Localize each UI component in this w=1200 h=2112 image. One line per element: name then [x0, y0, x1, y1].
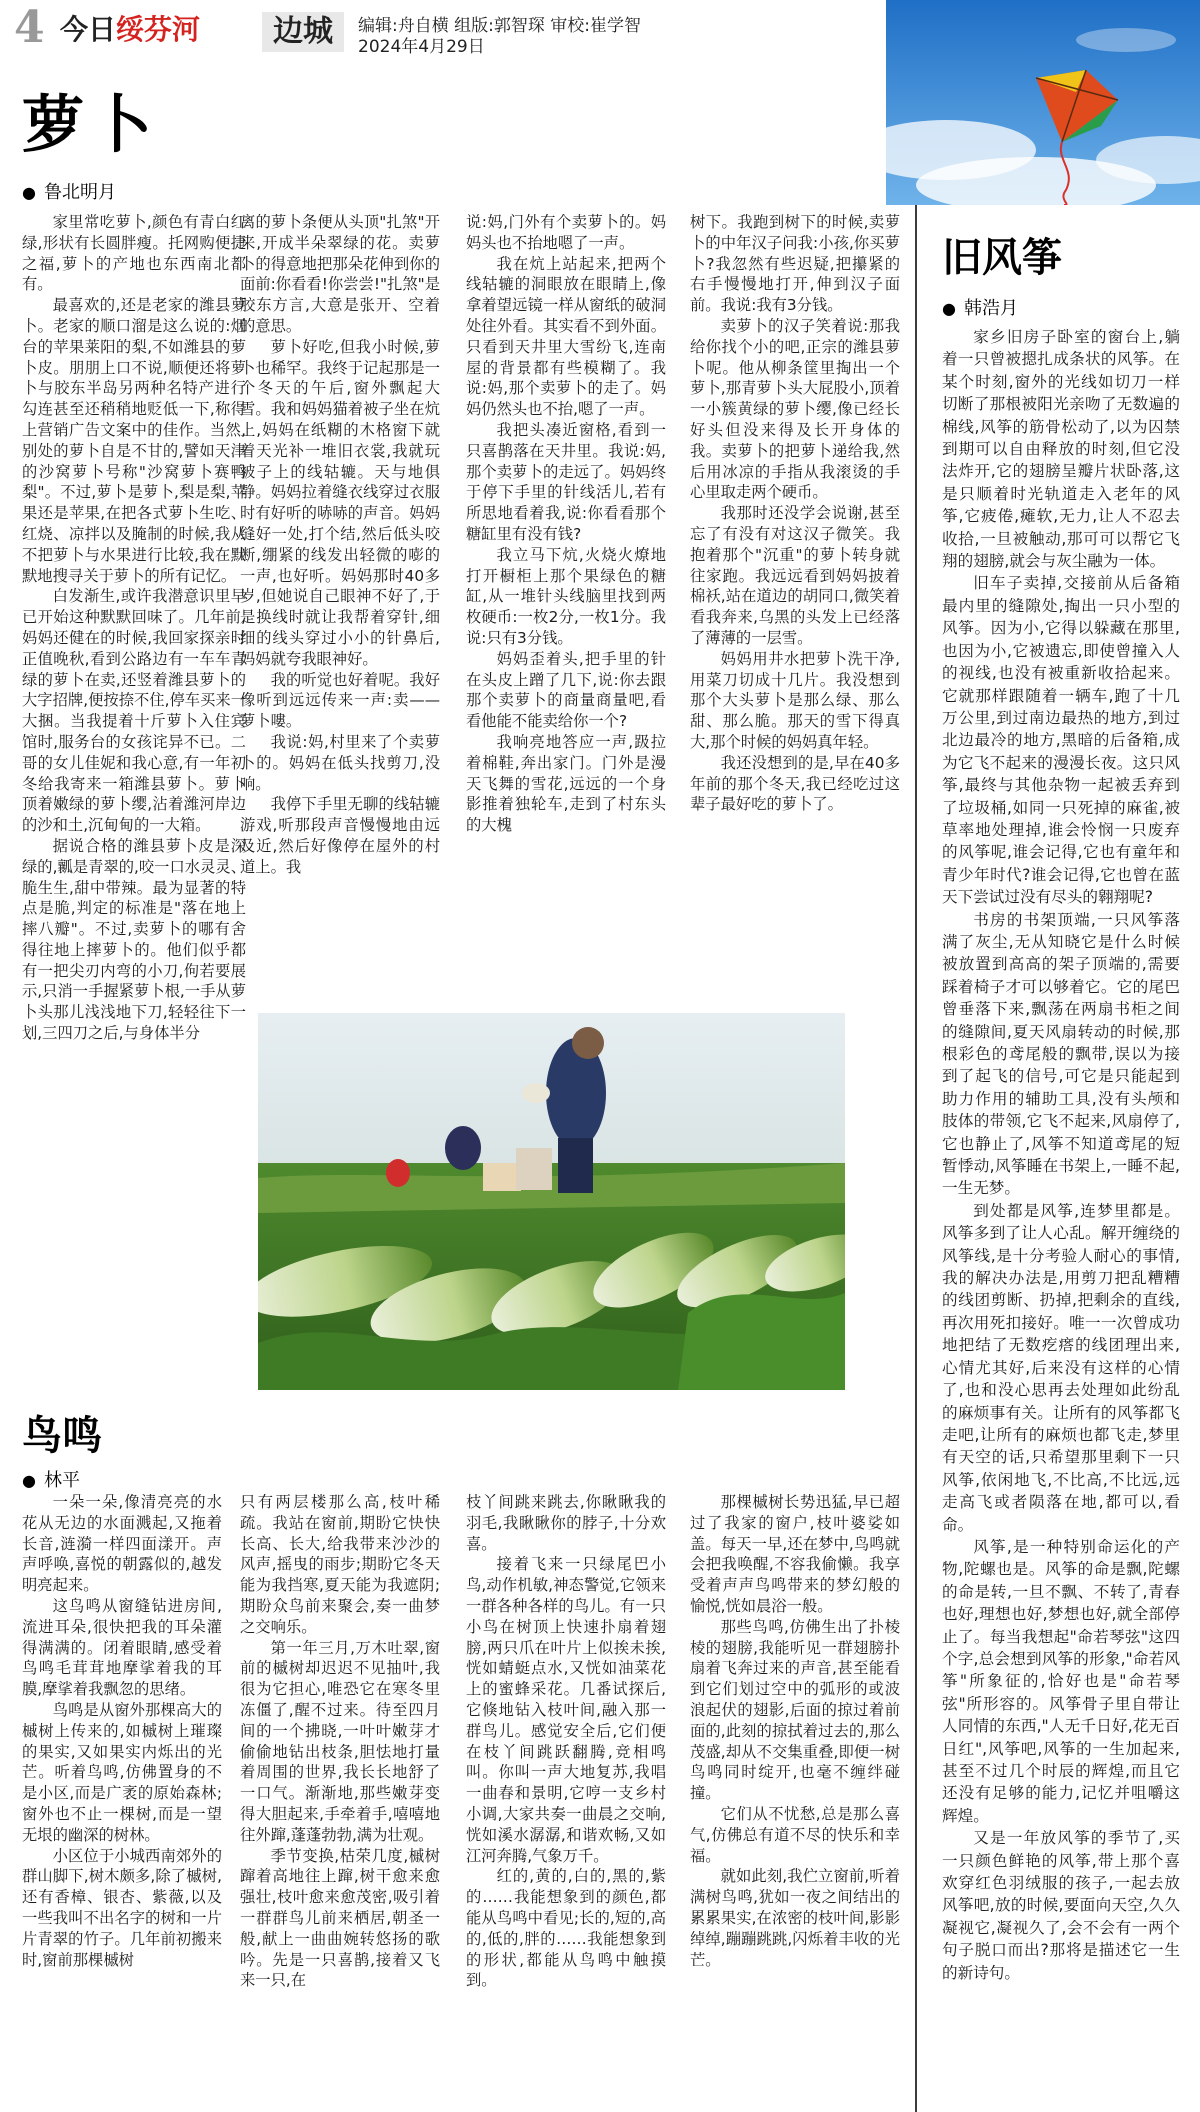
paragraph: 这鸟鸣从窗缝钻进房间,流进耳朵,很快把我的耳朵灌得满满的。闭着眼睛,感受着鸟鸣毛茸茸地摩挲着我的耳膜,摩挲着我飘忽的思绪。 [22, 1596, 222, 1699]
kite-photo [886, 0, 1200, 205]
paragraph: 最喜欢的,还是老家的潍县萝卜。老家的顺口溜是这么说的:烟台的苹果莱阳的梨,不如潍县的萝卜皮。朋朋上口不说,顺便还将萝卜与胶东半岛另两种名特产进行勾连甚至还稍稍地贬低一下,称得上营销广告文案中的佳作。当然,别处的萝卜自是不甘的,譬如天津的沙窝萝卜号称"沙窝萝卜赛鸭梨"。不过,萝卜是萝卜,梨是梨,苹果还是苹果,在把各式萝卜生吃、红烧、凉拌以及腌制的时候,我从不把萝卜与水果进行比较,我在默默地搜寻关于萝卜的所有记忆。 [22, 296, 246, 585]
article-column [22, 1492, 222, 2106]
paragraph: 只有两层楼那么高,枝叶稀疏。我站在窗前,期盼它快快长高、长大,给我带来沙沙的风声,摇曳的雨步;期盼它冬天能为我挡寒,夏天能为我遮阴;期盼众鸟前来聚会,奏一曲梦之交响乐。 [240, 1493, 440, 1636]
paragraph: 白发渐生,或许我潜意识里早已开始这种默默回味了。几年前,妈妈还健在的时候,我回家探亲时正值晚秋,看到公路边有一车车青绿的萝卜在卖,还竖着潍县萝卜的大字招牌,便按捺不住,停车买来一大捆。当我提着十斤萝卜入住宾馆时,服务台的女孩诧异不已。二哥的女儿佳妮和我心意,有一年初冬给我寄来一箱潍县萝卜。萝卜顶着嫩绿的萝卜缨,沾着潍河岸边的沙和土,沉甸甸的一大箱。 [22, 587, 246, 835]
article-author [942, 294, 1018, 320]
paragraph: 枝丫间跳来跳去,你瞅瞅我的羽毛,我瞅瞅你的脖子,十分欢喜。 [466, 1493, 666, 1553]
article-column [690, 1492, 900, 2106]
page-number: 4 [14, 2, 45, 53]
paragraph: 就如此刻,我伫立窗前,听着满树鸟鸣,犹如一夜之间结出的累累果实,在浓密的枝叶间,影影绰绰,蹦蹦跳跳,闪烁着丰收的光芒。 [690, 1867, 900, 1969]
bullet-icon: ● [22, 183, 36, 202]
section-name: 边城 [262, 12, 344, 52]
paper-name-a: 今日 [60, 13, 117, 46]
paragraph: 它们从不忧愁,总是那么喜气,仿佛总有道不尽的快乐和幸福。 [690, 1804, 900, 1865]
article-title: 旧风筝 [942, 234, 1062, 281]
paragraph: 家里常吃萝卜,颜色有青白红绿,形状有长圆胖瘦。托网购便捷之福,萝卜的产地也东西南北都有。 [22, 213, 246, 294]
article-column [240, 1492, 440, 2106]
issue-date: 2024年4月29日 [358, 37, 485, 58]
paragraph: 书房的书架顶端,一只风筝落满了灰尘,无从知晓它是什么时候被放置到高高的架子顶端的,需要踩着椅子才可以够着它。它的尾巴曾垂落下来,飘荡在两扇书柜之间的缝隙间,夏天风扇转动的时候,那根彩色的鸢尾般的飘带,误以为接到了起飞的信号,可它是只能起到助力作用的辅助工具,没有头颅和肢体的带领,它飞不起来,风扇停了,它也静止了,风筝不知道鸢尾的短暂悸动,风筝睡在书架上,一睡不起,一生无梦。 [942, 910, 1180, 1198]
paragraph: 我响亮地答应一声,趿拉着棉鞋,奔出家门。门外是漫天飞舞的雪花,远远的一个身影推着独轮车,走到了村东头的大槐 [466, 732, 666, 835]
article-column [22, 212, 246, 1350]
paragraph: 妈妈用井水把萝卜洗干净,用菜刀切成十几片。我没想到那个大头萝卜是那么绿、那么甜、那么脆。那天的雪下得真大,那个时候的妈妈真年轻。 [690, 649, 900, 751]
paragraph: 第一年三月,万木吐翠,窗前的槭树却迟迟不见抽叶,我很为它担心,唯恐它在寒冬里冻僵了,醒不过来。待至四月间的一个拂晓,一叶叶嫩芽才偷偷地钻出枝条,胆怯地打量着周围的世界,我长长地舒了一口气。渐渐地,那些嫩芽变得大胆起来,手牵着手,嘻嘻地往外蹿,蓬蓬勃勃,满为壮观。 [240, 1638, 440, 1844]
paragraph: 我说:妈,村里来了个卖萝卜的。妈妈在低头找剪刀,没响。 [240, 732, 440, 793]
paragraph: 我立马下炕,火烧火燎地打开橱柜上那个果绿色的糖缸,从一堆针头线脑里找到两枚硬币:一枚2分,一枚1分。我说:只有3分钱。 [466, 545, 666, 647]
paragraph: 树下。我跑到树下的时候,卖萝卜的中年汉子问我:小孩,你买萝卜?我忽然有些迟疑,把攥紧的右手慢慢地打开,伸到汉子面前。我说:我有3分钱。 [690, 213, 900, 315]
editor-credits: 编辑:舟自横 组版:郭智琛 审校:崔学智 [358, 16, 641, 36]
paragraph: 旧车子卖掉,交接前从后备箱最内里的缝隙处,掏出一只小型的风筝。因为小,它得以躲藏在那里,也因为小,它被遗忘,即使曾撞入人的视线,也没有被重新收拾起来。它就那样跟随着一辆车,跑了十几万公里,到过南边最热的地方,到过北边最冷的地方,黑暗的后备箱,成为它飞不起来的漫漫长夜。这只风筝,最终与其他杂物一起被丢弃到了垃圾桶,如同一只死掉的麻雀,被草率地处理掉,谁会怜悯一只废弃的风筝呢,谁会记得,它也有童年和青少年时代?谁会记得,它也曾在蓝天下尝试过没有尽头的翱翔呢? [942, 574, 1180, 907]
article-column [942, 326, 1180, 2108]
paragraph: 那些鸟鸣,仿佛生出了扑棱棱的翅膀,我能听见一群翅膀扑扇着飞奔过来的声音,甚至能看到它们划过空中的弧形的或波浪起伏的翅影,后面的掠过着前面的,此刻的掠拭着过去的,那么茂盛,却从不交集重叠,即便一树鸟鸣同时绽开,也毫不缠绊碰撞。 [690, 1617, 900, 1803]
paragraph: 我把头凑近窗格,看到一只喜鹊落在天井里。我说:妈,那个卖萝卜的走远了。妈妈终于停下手里的针线活儿,若有所思地看着我,说:你看看那个糖缸里有没有钱? [466, 420, 666, 543]
paragraph: 家乡旧房子卧室的窗台上,躺着一只曾被摁扎成条状的风筝。在某个时刻,窗外的光线如切刀一样切断了那根被阳光亲吻了无数遍的棉线,风筝的筋骨松动了,以为囚禁到期可以自由释放的时刻,但它没法炸开,它的翅膀呈瓣片状卧落,这是只顺着时光轨道走入老年的风筝,它疲倦,瘫软,无力,让人不忍去收拾,一旦被触动,那可可以帮它飞翔的翅膀,就会与灰尘融为一体。 [942, 328, 1180, 571]
article-column [240, 212, 440, 1007]
author-name: 韩浩月 [963, 298, 1018, 319]
article-column [690, 212, 900, 1007]
article-author [22, 178, 116, 204]
paragraph: 我在炕上站起来,把两个线轱辘的洞眼放在眼睛上,像拿着望远镜一样从窗纸的破洞处往外看。其实看不到外面。只看到天井里大雪纷飞,连南屋的背景都有些模糊了。我说:妈,那个卖萝卜的走了。妈妈仍然头也不抬,嗯了一声。 [466, 254, 666, 419]
credits [358, 16, 641, 59]
paragraph: 据说合格的潍县萝卜皮是深绿的,瓤是青翠的,咬一口水灵灵、脆生生,甜中带辣。最为显著的特点是脆,判定的标准是"落在地上摔八瓣"。不过,卖萝卜的哪有舍得往地上摔萝卜的。他们似乎都有一把尖刃内弯的小刀,佝若要展示,只消一手握紧萝卜根,一手从萝卜头那儿浅浅地下刀,轻轻往下一划,三四刀之后,与身体半分 [22, 836, 246, 1043]
paragraph: 萝卜好吃,但我小时候,萝卜也稀罕。我终于记起那是一个冬天的午后,窗外飘起大雪。我和妈妈猫着被子坐在炕上,妈妈在纸糊的木格窗下就着天光补一堆旧衣裳,我就玩被子上的线轱辘。天与地俱静。妈妈拉着缝衣线穿过衣服时有好听的哧哧的声音。妈妈缝好一处,打个结,然后低头咬断,绷紧的线发出轻微的嘭的一声,也好听。妈妈那时40多岁,但她说自己眼神不好了,于是换线时就让我帮着穿针,细细的线头穿过小小的针鼻后,妈妈就夸我眼神好。 [240, 337, 440, 668]
paragraph: 我的听觉也好着呢。我好像听到远远传来一声:卖——萝卜嘍。 [240, 670, 440, 731]
paragraph: 又是一年放风筝的季节了,买一只颜色鲜艳的风筝,带上那个喜欢穿红色羽绒服的孩子,一起去放风筝吧,放的时候,要面向天空,久久凝视它,凝视久了,会不会有一两个句子脱口而出?那将是描述它一生的新诗句。 [942, 1829, 1180, 1982]
paragraph: 我停下手里无聊的线轱辘游戏,听那段声音慢慢地由远及近,然后好像停在屋外的村道上。我 [240, 795, 440, 876]
radish-harvest-photo [258, 1013, 845, 1390]
paragraph: 那棵槭树长势迅猛,早已超过了我家的窗户,枝叶婆娑如盖。每天一早,还在梦中,鸟鸣就会把我唤醒,不容我偷懒。我享受着声声鸟鸣带来的梦幻般的愉悦,恍如晨浴一般。 [690, 1493, 900, 1615]
column-rule [915, 205, 917, 2112]
paragraph: 接着飞来一只绿尾巴小鸟,动作机敏,神态警觉,它领来一群各种各样的鸟儿。有一只小鸟在树顶上快速扑扇着翅膀,两只爪在叶片上似挨未挨,恍如蜻蜓点水,又恍如油菜花上的蜜蜂采花。几番试探后,它倏地钻入枝叶间,融入那一群鸟儿。感觉安全后,它们便在枝丫间跳跃翻腾,竞相鸣叫。你叫一声大地复苏,我唱一曲春和景明,它哼一支乡村小调,大家共奏一曲晨之交响,恍如溪水潺潺,和谐欢畅,又如江河奔腾,气象万千。 [466, 1555, 666, 1865]
author-name: 林平 [43, 1470, 80, 1491]
article-title: 鸟鸣 [22, 1412, 102, 1459]
paragraph: 鸟鸣是从窗外那棵高大的槭树上传来的,如槭树上璀璨的果实,又如果实内烁出的光芒。听着鸟鸣,仿佛置身的不是小区,而是广袤的原始森林;窗外也不止一棵树,而是一望无垠的幽深的树林。 [22, 1700, 222, 1844]
article-column [466, 212, 666, 1007]
paragraph: 我还没想到的是,早在40多年前的那个冬天,我已经吃过这辈子最好吃的萝卜了。 [690, 753, 900, 814]
bullet-icon: ● [22, 1471, 36, 1490]
paragraph: 我那时还没学会说谢,甚至忘了有没有对这汉子微笑。我抱着那个"沉重"的萝卜转身就往家跑。我远远看到妈妈披着棉袄,站在道边的胡同口,微笑着看我奔来,乌黑的头发上已经落了薄薄的一层雪。 [690, 504, 900, 647]
paragraph: 妈妈歪着头,把手里的针在头皮上蹭了几下,说:你去跟那个卖萝卜的商量商量吧,看看他能不能卖给你一个? [466, 649, 666, 731]
article-title: 萝卜 [22, 88, 159, 161]
paragraph: 小区位于小城西南郊外的群山脚下,树木颇多,除了槭树,还有香樟、银杏、紫薇,以及一些我叫不出名字的树和一片片青翠的竹子。几年前初搬来时,窗前那棵槭树 [22, 1846, 222, 1969]
newspaper-name [60, 13, 201, 46]
paragraph: 到处都是风筝,连梦里都是。风筝多到了让人心乱。解开缠绕的风筝线,是十分考验人耐心的事情,我的解决办法是,用剪刀把乱糟糟的线团剪断、扔掉,把剩余的直线,再次用死扣接好。唯一一次曾成功地把结了无数疙瘩的线团理出来,心情尤其好,后来没有这样的心情了,也和没心思再去处理如此纷乱的麻烦事有关。让所有的风筝都飞走吧,让所有的麻烦也都飞走,梦里有天空的话,只希望那里剩下一只风筝,依闲地飞,不比高,不比远,远走高飞或者陨落在地,都可以,看命。 [942, 1201, 1180, 1534]
paragraph: 季节变换,枯荣几度,槭树蹿着高地往上蹿,树干愈来愈强壮,枝叶愈来愈茂密,吸引着一群群鸟儿前来栖居,朝圣一般,献上一曲曲婉转悠扬的歌吟。先是一只喜鹊,接着又飞来一只,在 [240, 1846, 440, 1990]
paragraph: 卖萝卜的汉子笑着说:那我给你找个小的吧,正宗的潍县萝卜呢。他从柳条筐里掏出一个萝卜,那青萝卜头大屁股小,顶着一小簇黄绿的萝卜缨,像已经长好头但没来得及长开身体的我。卖萝卜的把萝卜递给我,然后用冰凉的手指从我滚烫的手心里取走两个硬币。 [690, 316, 900, 502]
author-name: 鲁北明月 [43, 182, 116, 203]
paragraph: 离的萝卜条便从头顶"扎煞"开来,开成半朵翠绿的花。卖萝卜的得意地把那朵花伸到你的面前:你看看!你尝尝!"扎煞"是胶东方言,大意是张开、空着的意思。 [240, 213, 440, 335]
bullet-icon: ● [942, 299, 956, 318]
paragraph: 风筝,是一种特别命运化的产物,陀螺也是。风筝的命是飘,陀螺的命是转,一旦不飘、不转了,青春也好,理想也好,梦想也好,就全部停止了。每当我想起"命若琴弦"这四个字,总会想到风筝的形象,"命若风筝"所象征的,恰好也是"命若琴弦"所形容的。风筝骨子里自带让人同情的东西,"人无千日好,花无百日红",风筝吧,风筝的一生加起来,甚至不过几个时辰的辉煌,而且它还没有足够的能力,记忆并咀嚼这辉煌。 [942, 1537, 1180, 1825]
article-column [466, 1492, 666, 2106]
paragraph: 一朵一朵,像清亮亮的水花从无边的水面溅起,又拖着长音,涟漪一样四面漾开。声声呼唤,喜悦的朝露似的,越发明亮起来。 [22, 1493, 222, 1595]
article-author [22, 1466, 80, 1492]
paragraph: 说:妈,门外有个卖萝卜的。妈妈头也不抬地嗯了一声。 [466, 213, 666, 252]
paragraph: 红的,黄的,白的,黑的,紫的……我能想象到的颜色,都能从鸟鸣中看见;长的,短的,高的,低的,胖的……我能想象到的形状,都能从鸟鸣中触摸到。 [466, 1867, 666, 1990]
paper-name-b: 绥芬河 [116, 13, 201, 46]
